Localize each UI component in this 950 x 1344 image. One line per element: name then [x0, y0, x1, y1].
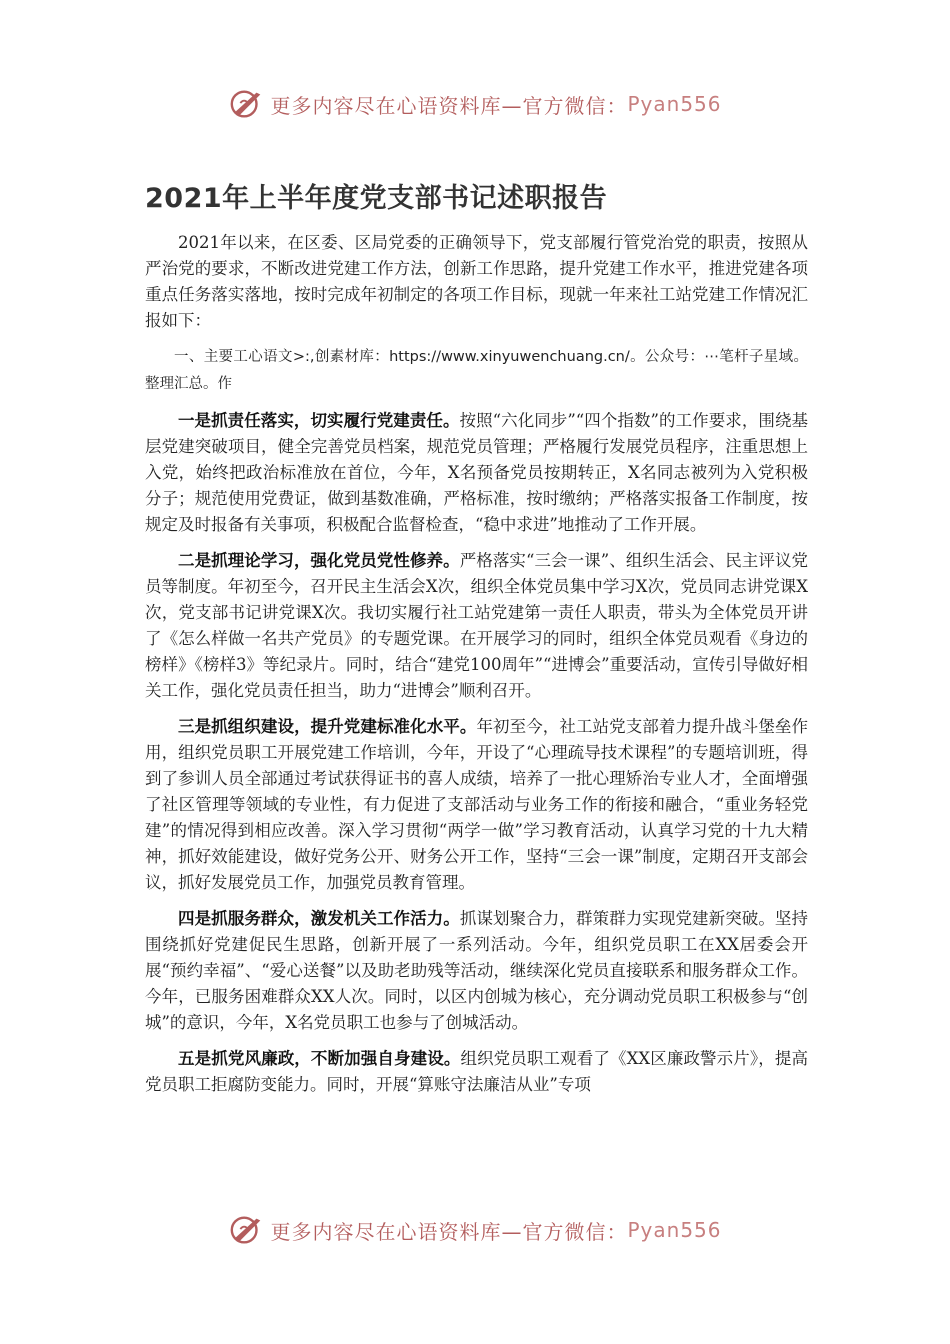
section-lead: 三是抓组织建设，提升党建标准化水平。 [178, 717, 477, 736]
intro-paragraph: 2021年以来，在区委、区局党委的正确领导下，党支部履行管党治党的职责，按照从严治党的要求，不断改进党建工作方法，创新工作思路，提升党建工作水平，推进党建各项重点任务落实落地，按时完成年初制定的各项工作目标，现就一年来社工站党建工作情况汇报如下： [145, 233, 808, 330]
pen-logo-icon [228, 85, 266, 123]
source-note: 一、主要工心语文>:,创素材库：https://www.xinyuwenchuang.cn/。公众号：⋯笔杆子星域。整理汇总。作 [145, 349, 808, 392]
section-text: 严格落实“三会一课”、组织生活会、民主评议党员等制度。年初至今，召开民主生活会X次，组织全体党员集中学习X次，党员同志讲党课X次，党支部书记讲党课X次。我切实履行社工站党建第一责任人职责，带头为全体党员开讲了《怎么样做一名共产党员》的专题党课。在开展学习的同时，组织全体党员观看《身边的榜样》《榜样3》等纪录片。同时，结合“建党100周年”“进博会”重要活动，宣传引导做好相关工作，强化党员责任担当，助力“进博会”顺利召开。 [145, 551, 809, 700]
document-body [145, 230, 808, 1108]
section-lead: 四是抓服务群众，激发机关工作活力。 [178, 909, 460, 928]
pen-logo-icon [228, 1211, 266, 1249]
section-lead: 五是抓党风廉政，不断加强自身建设。 [178, 1049, 461, 1068]
section-text: 组织党员职工观看了《XX区廉政警示片》，提高党员职工拒腐防变能力。同时，开展“算账守法廉洁从业”专项 [145, 1049, 808, 1094]
section-lead: 一是抓责任落实，切实履行党建责任。 [178, 411, 460, 430]
watermark-banner-top [0, 80, 950, 128]
page-title: 2021年上半年度党支部书记述职报告 [145, 183, 608, 214]
watermark-wechat: Pyan556 [627, 92, 722, 116]
section-text: 按照“六化同步”“四个指数”的工作要求，围绕基层党建突破项目，健全完善党员档案，规范党员管理；严格履行发展党员程序，注重思想上入党，始终把政治标准放在首位，今年，X名预备党员按期转正，X名同志被列为入党积极分子；规范使用党费证，做到基数准确，严格标准，按时缴纳；严格落实报备工作制度，按规定及时报备有关事项，积极配合监督检查，“稳中求进”地推动了工作开展。 [145, 411, 809, 534]
watermark-wechat: Pyan556 [627, 1218, 722, 1242]
section-paragraph [145, 714, 808, 896]
section-text: 年初至今，社工站党支部着力提升战斗堡垒作用，组织党员职工开展党建工作培训，今年，开设了“心理疏导技术课程”的专题培训班，得到了参训人员全部通过考试获得证书的喜人成绩，培养了一批心理矫治专业人才，全面增强了社区管理等领域的专业性，有力促进了支部活动与业务工作的衔接和融合，“重业务轻党建”的情况得到相应改善。深入学习贯彻“两学一做”学习教育活动，认真学习党的十九大精神，抓好效能建设，做好党务公开、财务公开工作，坚持“三会一课”制度，定期召开支部会议，抓好发展党员工作，加强党员教育管理。 [145, 717, 809, 892]
watermark-text: 更多内容尽在心语资料库—官方微信： [270, 93, 628, 118]
section-paragraph [145, 906, 808, 1036]
watermark-banner-bottom [0, 1206, 950, 1254]
section-paragraph [145, 1046, 808, 1098]
section-paragraph [145, 548, 808, 704]
section-paragraph [145, 408, 808, 538]
watermark-text: 更多内容尽在心语资料库—官方微信： [270, 1219, 628, 1244]
section-lead: 二是抓理论学习，强化党员党性修养。 [178, 551, 460, 570]
section-text: 抓谋划聚合力，群策群力实现党建新突破。坚持围绕抓好党建促民生思路，创新开展了一系列活动。今年，组织党员职工在XX居委会开展“预约幸福”、“爱心送餐”以及助老助残等活动，继续深化党员直接联系和服务群众工作。今年，已服务困难群众XX人次。同时，以区内创城为核心，充分调动党员职工积极参与“创城”的意识，今年，X名党员职工也参与了创城活动。 [145, 909, 809, 1032]
